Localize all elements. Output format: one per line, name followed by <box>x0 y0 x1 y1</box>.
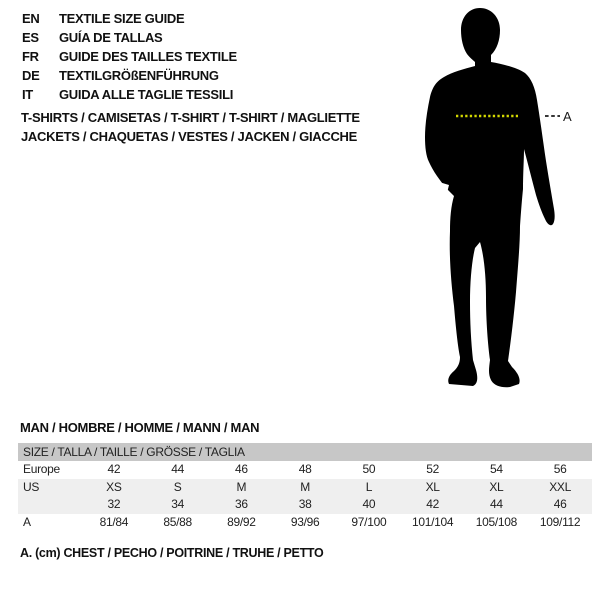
size-cell: 42 <box>426 497 439 511</box>
size-cell: XL <box>425 479 440 494</box>
size-table-header: SIZE / TALLA / TAILLE / GRÖSSE / TAGLIA <box>18 443 592 461</box>
size-cell: 56 <box>553 462 567 476</box>
section-label-man: MAN / HOMBRE / HOMME / MANN / MAN <box>20 420 260 435</box>
size-cell: 38 <box>298 497 312 511</box>
language-name: TEXTILGRÖßENFÜHRUNG <box>59 68 219 83</box>
category-line-tshirts: T-SHIRTS / CAMISETAS / T-SHIRT / T-SHIRT / MAGLIETTE <box>21 110 360 125</box>
size-row-chest-a <box>18 514 592 532</box>
size-cell: 44 <box>490 497 503 511</box>
row-label: A <box>23 514 31 529</box>
size-cell: 101/104 <box>411 514 454 529</box>
size-cell: 36 <box>235 497 248 511</box>
size-cell: 89/92 <box>227 514 256 529</box>
size-cell: M <box>300 479 310 494</box>
size-cell: 32 <box>107 497 121 511</box>
language-code: FR <box>22 49 39 64</box>
size-cell: 109/112 <box>539 514 581 529</box>
size-cell: 93/96 <box>290 514 320 529</box>
size-cell: 85/88 <box>163 514 192 529</box>
size-cell: L <box>365 479 373 494</box>
size-cell: 46 <box>553 497 567 511</box>
size-cell: 34 <box>171 497 184 511</box>
size-cell: XS <box>106 479 122 494</box>
language-row <box>22 9 237 28</box>
size-row-europe <box>18 461 592 479</box>
category-line-jackets: JACKETS / CHAQUETAS / VESTES / JACKEN / GIACCHE <box>21 129 357 144</box>
size-row-us <box>18 479 592 497</box>
row-label: Europe <box>23 462 60 476</box>
size-cell: 50 <box>362 462 376 476</box>
language-code: ES <box>22 30 39 45</box>
language-row <box>22 47 237 66</box>
man-figure-svg <box>418 4 578 394</box>
language-code: EN <box>22 11 40 26</box>
language-row <box>22 66 237 85</box>
size-cell: 54 <box>490 462 503 476</box>
language-name: GUIDA ALLE TAGLIE TESSILI <box>59 87 234 102</box>
language-code: IT <box>22 87 33 102</box>
language-row <box>22 85 237 104</box>
row-label: US <box>23 479 40 494</box>
size-cell: 105/108 <box>475 514 518 529</box>
size-cell: S <box>173 479 182 494</box>
size-cell: 97/100 <box>351 514 387 529</box>
size-row-us-numeric <box>18 496 592 514</box>
category-lines <box>21 108 411 146</box>
size-cell: 52 <box>426 462 439 476</box>
row-label <box>18 496 82 514</box>
footnote-chest: A. (cm) CHEST / PECHO / POITRINE / TRUHE / PETTO <box>20 546 324 560</box>
size-cell: M <box>236 479 247 494</box>
language-name: TEXTILE SIZE GUIDE <box>59 11 185 26</box>
language-list <box>22 9 237 104</box>
size-cell: 44 <box>171 462 184 476</box>
language-name: GUIDE DES TAILLES TEXTILE <box>59 49 237 64</box>
size-cell: 40 <box>362 497 376 511</box>
size-table <box>18 443 592 531</box>
arm-body-gap <box>439 182 449 205</box>
measure-label-a: A <box>563 109 572 124</box>
size-cell: 48 <box>298 462 312 476</box>
size-cell: 81/84 <box>99 514 129 529</box>
language-code: DE <box>22 68 40 83</box>
language-row <box>22 28 237 47</box>
size-cell: XL <box>489 479 504 494</box>
language-name: GUÍA DE TALLAS <box>59 30 163 45</box>
size-cell: 42 <box>107 462 121 476</box>
size-cell: 46 <box>235 462 248 476</box>
size-cell: XXL <box>549 479 572 494</box>
